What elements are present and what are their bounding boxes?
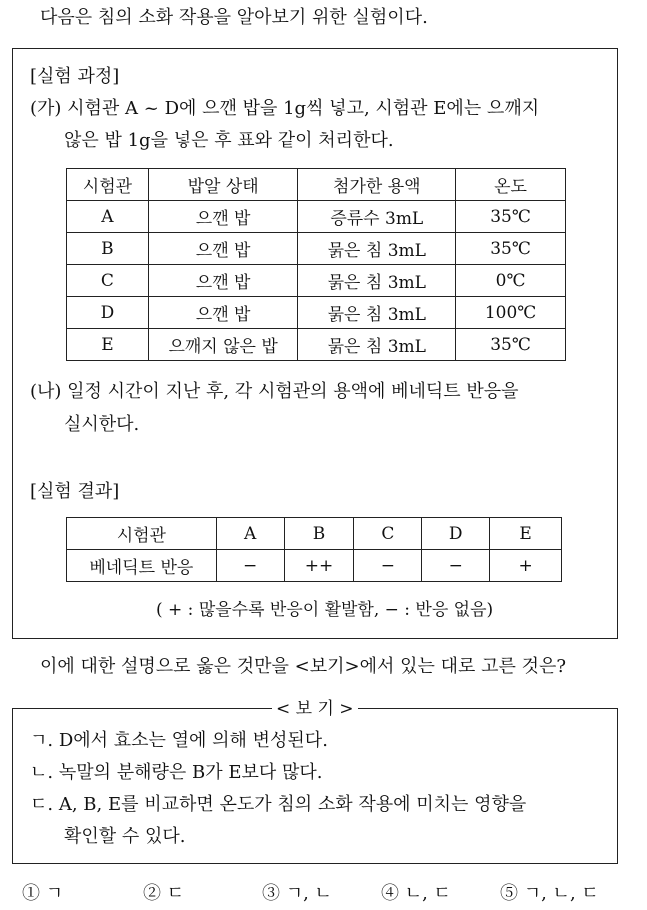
step-na-line2: 실시한다. [64,414,140,435]
table-cell: C [354,518,422,550]
table-row [67,518,562,550]
table-row [67,297,566,329]
table-cell: 묽은 침 3mL [298,297,456,329]
table-cell: A [216,518,284,550]
step-na-line1: (나) 일정 시간이 지난 후, 각 시험관의 용액에 베네딕트 반응을 [30,381,519,402]
header-cell: 베네딕트 반응 [67,550,217,582]
table-cell: 으깬 밥 [148,233,298,265]
table-cell: 증류수 3mL [298,201,456,233]
table-cell: 0℃ [456,265,566,297]
choice-3[interactable]: ③ ㄱ, ㄴ [262,883,332,904]
step-ga-line1: (가) 시험관 A ~ D에 으깬 밥을 1g씩 넣고, 시험관 E에는 으깨지 [30,98,540,119]
table-row [67,265,566,297]
table-cell: D [422,518,490,550]
process-heading: [실험 과정] [30,66,120,87]
table-row [67,201,566,233]
result-table [66,517,562,582]
table-cell: E [490,518,562,550]
bogi-title: < 보 기 > [272,698,358,720]
bogi-item: ㄱ. D에서 효소는 열에 의해 변성된다. [30,730,328,751]
result-legend-note: ( + : 많을수록 반응이 활발함, − : 반응 없음) [156,600,494,620]
table-cell: 35℃ [456,233,566,265]
table-cell: B [67,233,149,265]
table-cell: 으깨지 않은 밥 [148,329,298,361]
table-cell: 묽은 침 3mL [298,265,456,297]
step-ga-line2: 않은 밥 1g을 넣은 후 표와 같이 처리한다. [64,130,394,151]
table-cell: C [67,265,149,297]
table-cell: 100℃ [456,297,566,329]
table-cell: 으깬 밥 [148,265,298,297]
table-header-row [67,169,566,201]
table-cell: 묽은 침 3mL [298,233,456,265]
bogi-item-continuation: 확인할 수 있다. [64,826,186,847]
choice-5[interactable]: ⑤ ㄱ, ㄴ, ㄷ [500,883,599,904]
table-row [67,233,566,265]
question-text: 이에 대한 설명으로 옳은 것만을 <보기>에서 있는 대로 고른 것은? [40,656,567,677]
bogi-item: ㄷ. A, B, E를 비교하면 온도가 침의 소화 작용에 미치는 영향을 [30,794,527,815]
header-cell: 시험관 [67,518,217,550]
header-cell: 온도 [456,169,566,201]
header-cell: 시험관 [67,169,149,201]
bogi-item: ㄴ. 녹말의 분해량은 B가 E보다 많다. [30,762,323,783]
table-cell: − [216,550,284,582]
choice-2[interactable]: ② ㄷ [143,883,185,904]
result-heading: [실험 결과] [30,481,120,502]
table-cell: A [67,201,149,233]
table-cell: 35℃ [456,329,566,361]
table-cell: E [67,329,149,361]
table-cell: − [354,550,422,582]
table-cell: − [422,550,490,582]
table-cell: 묽은 침 3mL [298,329,456,361]
procedure-table [66,168,566,361]
table-cell: 으깬 밥 [148,297,298,329]
table-row [67,550,562,582]
choice-1[interactable]: ① ㄱ [22,883,64,904]
table-cell: D [67,297,149,329]
table-row [67,329,566,361]
table-cell: B [284,518,354,550]
table-cell: + [490,550,562,582]
header-cell: 밥알 상태 [148,169,298,201]
header-cell: 첨가한 용액 [298,169,456,201]
question-intro: 다음은 침의 소화 작용을 알아보기 위한 실험이다. [40,7,428,28]
table-cell: ++ [284,550,354,582]
table-cell: 으깬 밥 [148,201,298,233]
table-cell: 35℃ [456,201,566,233]
choice-4[interactable]: ④ ㄴ, ㄷ [381,883,451,904]
